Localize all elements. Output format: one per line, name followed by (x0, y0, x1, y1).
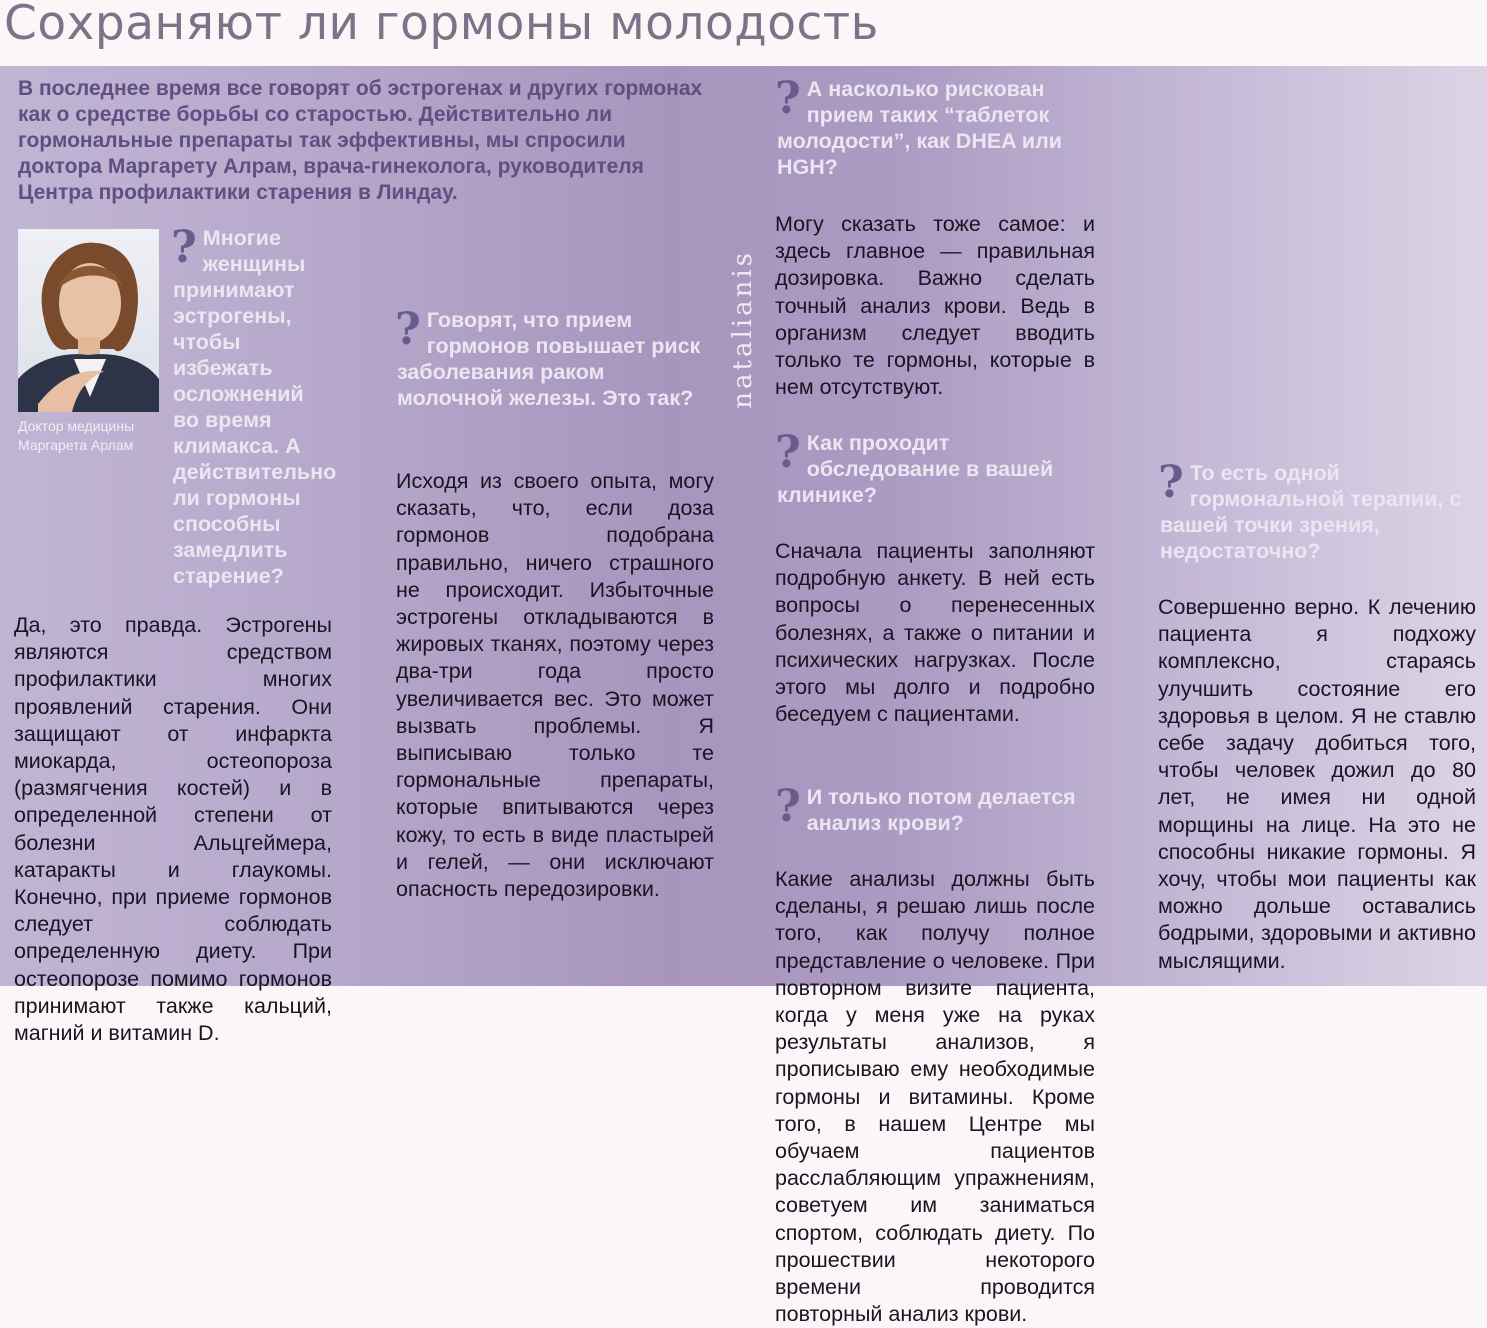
question-1-text: Многие женщины принимают эстрогены, чтобы избежать осложнений во время климакса. А действительно ли гормоны способны замедлить старение? (173, 226, 337, 588)
answer-5: Какие анализы должны быть сделаны, я решаю лишь после того, как получу полное представление о человеке. При повторном визите пациента, когда у меня уже на руках результаты анализов, я прописываю ему необходимые гормоны и витамины. Кроме того, в нашем Центре мы обучаем пациентов расслабляющим упражнениям, советуем им заниматься спортом, соблюдать диету. По прошествии некоторого времени проводится повторный анализ крови. (775, 867, 1095, 1327)
article-title: Сохраняют ли гормоны молодость (4, 0, 879, 51)
question-4 (775, 427, 1095, 508)
question-mark-icon: ? (1158, 457, 1184, 508)
answer-6: Совершенно верно. К лечению пациента я подхожу комплексно, стараясь улучшить состояние его здоровья в целом. Я не ставлю себе задачу добиться того, чтобы человек дожил до 80 лет, не имея ни одной морщины на лице. На это не способны никакие гормоны. Я хочу, чтобы мои пациенты как можно дольше оставались бодрыми, здоровыми и активно мыслящими. (1158, 595, 1476, 973)
question-6-text: То есть одной гормональной терапии, с вашей точки зрения, недостаточно? (1160, 461, 1462, 563)
answer-4: Сначала пациенты заполняют подробную анкету. В ней есть вопросы о перенесенных болезнях, а также о питании и психических нагрузках. После этого мы долго и подробно беседуем с пациентами. (775, 539, 1095, 727)
article-intro: В последнее время все говорят об эстрогенах и других гормонах как о средстве борьбы со старостью. Действительно ли гормональные препараты так эффективны, мы спросили доктора Маргарету Алрам, врача-гинеколога, руководителя Центра профилактики старения в Линдау. (18, 77, 703, 204)
question-6 (1158, 457, 1476, 564)
watermark: natalianis (728, 250, 758, 409)
question-4-text: Как проходит обследование в вашей клинике? (777, 431, 1054, 507)
question-mark-icon: ? (171, 222, 197, 273)
question-mark-icon: ? (775, 781, 801, 832)
question-3-text: А насколько рискован прием таких “таблеток молодости”, как DHEA или HGH? (777, 77, 1062, 179)
question-5-text: И только потом делается анализ крови? (806, 785, 1076, 835)
question-mark-icon: ? (775, 73, 801, 124)
answer-1: Да, это правда. Эстрогены являются средством профилактики многих проявлений старения. Они защищают от инфаркта миокарда, остеопороза (размягчения костей) и в определенной степени от болезни Альцгеймера, катаракты и глаукомы. Конечно, при приеме гормонов следует соблюдать определенную диету. При остеопорозе помимо гормонов принимают также кальций, магний и витамин D. (14, 613, 332, 1046)
question-3 (775, 73, 1095, 180)
answer-2: Исходя из своего опыта, могу сказать, что, если доза гормонов подобрана правильно, ничего страшного не происходит. Избыточные эстрогены откладываются в жировых тканях, поэтому через два-три года просто увеличивается вес. Это может вызвать проблемы. Я выписываю только те гормональные препараты, которые впитываются через кожу, то есть в виде пластырей и гелей, — они исключают опасность передозировки. (396, 469, 714, 902)
answer-3: Могу сказать тоже самое: и здесь главное — правильная дозировка. Важно сделать точный анализ крови. Ведь в организм следует вводить только те гормоны, которые в нем отсутствуют. (775, 212, 1095, 400)
question-2-text: Говорят, что прием гормонов повышает риск заболевания раком молочной железы. Это так? (397, 308, 701, 410)
question-mark-icon: ? (775, 427, 801, 478)
question-1 (171, 222, 337, 589)
question-2 (395, 304, 709, 411)
doctor-portrait-photo (18, 229, 159, 412)
question-mark-icon: ? (395, 304, 421, 355)
question-5 (775, 781, 1095, 836)
photo-caption: Доктор медицины Маргарета Арлам (18, 418, 135, 453)
